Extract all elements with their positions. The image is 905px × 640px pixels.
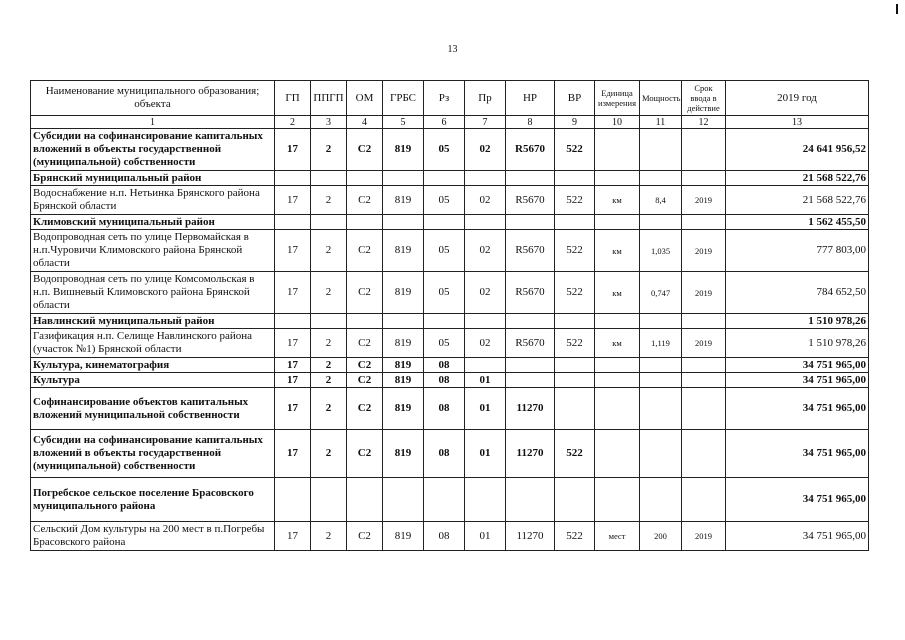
cell-vr: [555, 388, 595, 430]
cell-capacity: [640, 358, 682, 373]
header-grbs: 5: [383, 116, 424, 129]
table-row: [31, 171, 869, 186]
cell-name: Водопроводная сеть по улице Первомайская в н.п.Чуровичи Климовского района Брянской области: [31, 230, 275, 272]
header-om: ОМ: [347, 81, 383, 116]
cell-unit: [595, 129, 640, 171]
cell-grbs: 819: [383, 388, 424, 430]
cell-ppgp: [311, 314, 347, 329]
cell-ppgp: 2: [311, 373, 347, 388]
cell-vr: 522: [555, 329, 595, 358]
cell-vr: 522: [555, 129, 595, 171]
cell-name: Субсидии на софинансирование капитальных вложений в объекты государственной (муниципальной) собственности: [31, 430, 275, 478]
table-row: [31, 215, 869, 230]
cell-gp: 17: [275, 329, 311, 358]
cell-nr: [506, 314, 555, 329]
cell-gp: 17: [275, 388, 311, 430]
cell-om: С2: [347, 129, 383, 171]
cell-name: Газификация н.п. Селище Навлинского района (участок №1) Брянской области: [31, 329, 275, 358]
cell-rz: 05: [424, 129, 465, 171]
cell-pr: 01: [465, 522, 506, 551]
cell-grbs: 819: [383, 358, 424, 373]
cell-pr: [465, 478, 506, 522]
cell-amount: 1 562 455,50: [726, 215, 869, 230]
cell-grbs: 819: [383, 373, 424, 388]
cell-name: Погребское сельское поселение Брасовского муниципального района: [31, 478, 275, 522]
cell-name: Сельский Дом культуры на 200 мест в п.Погребы Брасовского района: [31, 522, 275, 551]
cell-pr: 02: [465, 230, 506, 272]
cell-amount: 34 751 965,00: [726, 358, 869, 373]
cell-capacity: [640, 478, 682, 522]
cell-om: [347, 478, 383, 522]
cell-nr: [506, 478, 555, 522]
cell-grbs: 819: [383, 272, 424, 314]
cell-term: [682, 171, 726, 186]
cell-om: С2: [347, 373, 383, 388]
cell-vr: [555, 314, 595, 329]
cell-gp: 17: [275, 522, 311, 551]
cell-rz: 08: [424, 373, 465, 388]
cell-amount: 34 751 965,00: [726, 388, 869, 430]
cell-om: С2: [347, 272, 383, 314]
cell-om: С2: [347, 329, 383, 358]
cell-amount: 21 568 522,76: [726, 171, 869, 186]
cell-unit: км: [595, 329, 640, 358]
cell-gp: 17: [275, 272, 311, 314]
cell-pr: 01: [465, 388, 506, 430]
cell-nr: [506, 373, 555, 388]
cell-amount: 1 510 978,26: [726, 314, 869, 329]
cell-pr: 02: [465, 186, 506, 215]
cell-pr: 02: [465, 272, 506, 314]
cell-vr: [555, 171, 595, 186]
cell-term: 2019: [682, 522, 726, 551]
cell-capacity: 1,035: [640, 230, 682, 272]
cell-rz: 05: [424, 329, 465, 358]
cell-om: [347, 171, 383, 186]
cell-capacity: [640, 430, 682, 478]
cell-gp: [275, 171, 311, 186]
header-vr: ВР: [555, 81, 595, 116]
cell-name: Климовский муниципальный район: [31, 215, 275, 230]
cell-rz: [424, 314, 465, 329]
cell-unit: [595, 358, 640, 373]
cell-rz: [424, 478, 465, 522]
header-name: 1: [31, 116, 275, 129]
cell-unit: [595, 388, 640, 430]
cell-pr: 01: [465, 430, 506, 478]
table-row: [31, 388, 869, 430]
cell-nr: 11270: [506, 430, 555, 478]
header-vr: 9: [555, 116, 595, 129]
cell-capacity: [640, 171, 682, 186]
cell-om: С2: [347, 388, 383, 430]
cell-term: 2019: [682, 186, 726, 215]
cell-gp: [275, 478, 311, 522]
header-nr: НР: [506, 81, 555, 116]
cell-grbs: 819: [383, 430, 424, 478]
cell-om: С2: [347, 522, 383, 551]
cell-rz: 05: [424, 186, 465, 215]
cell-ppgp: 2: [311, 230, 347, 272]
cell-grbs: 819: [383, 329, 424, 358]
cell-grbs: [383, 171, 424, 186]
table-row: [31, 522, 869, 551]
header-gp: ГП: [275, 81, 311, 116]
header-capacity: 11: [640, 116, 682, 129]
cell-grbs: 819: [383, 230, 424, 272]
cell-gp: 17: [275, 230, 311, 272]
budget-table: [30, 80, 869, 551]
cell-gp: 17: [275, 129, 311, 171]
cell-term: [682, 388, 726, 430]
cell-vr: 522: [555, 272, 595, 314]
cell-unit: км: [595, 272, 640, 314]
cell-vr: 522: [555, 230, 595, 272]
table-row: [31, 478, 869, 522]
header-name: Наименование муниципального образования; объекта: [31, 81, 275, 116]
cell-capacity: 200: [640, 522, 682, 551]
table-row: [31, 329, 869, 358]
cell-amount: 24 641 956,52: [726, 129, 869, 171]
cell-unit: [595, 215, 640, 230]
page-edge-mark: [896, 4, 898, 14]
cell-amount: 784 652,50: [726, 272, 869, 314]
cell-amount: 21 568 522,76: [726, 186, 869, 215]
cell-rz: 08: [424, 522, 465, 551]
cell-unit: [595, 478, 640, 522]
table-row: [31, 373, 869, 388]
cell-term: [682, 215, 726, 230]
cell-capacity: [640, 373, 682, 388]
cell-ppgp: 2: [311, 522, 347, 551]
cell-ppgp: 2: [311, 272, 347, 314]
table-row: [31, 358, 869, 373]
cell-name: Софинансирование объектов капитальных вложений муниципальной собственности: [31, 388, 275, 430]
cell-vr: [555, 358, 595, 373]
cell-term: [682, 478, 726, 522]
header-pr: Пр: [465, 81, 506, 116]
cell-nr: 11270: [506, 388, 555, 430]
header-pr: 7: [465, 116, 506, 129]
table-row: [31, 230, 869, 272]
cell-term: 2019: [682, 230, 726, 272]
cell-gp: [275, 215, 311, 230]
cell-unit: [595, 171, 640, 186]
cell-term: [682, 373, 726, 388]
cell-amount: 34 751 965,00: [726, 430, 869, 478]
cell-name: Водопроводная сеть по улице Комсомольская в н.п. Вишневый Климовского района Брянской области: [31, 272, 275, 314]
cell-pr: 01: [465, 373, 506, 388]
header-om: 4: [347, 116, 383, 129]
cell-capacity: [640, 388, 682, 430]
cell-om: [347, 314, 383, 329]
cell-vr: [555, 215, 595, 230]
cell-ppgp: 2: [311, 358, 347, 373]
cell-name: Культура, кинематография: [31, 358, 275, 373]
cell-om: С2: [347, 358, 383, 373]
table-header-row: [31, 81, 869, 116]
cell-name: Навлинский муниципальный район: [31, 314, 275, 329]
cell-nr: R5670: [506, 186, 555, 215]
cell-ppgp: [311, 478, 347, 522]
cell-amount: 34 751 965,00: [726, 522, 869, 551]
header-term: Срок ввода в действие: [682, 81, 726, 116]
cell-nr: [506, 215, 555, 230]
cell-term: [682, 358, 726, 373]
cell-om: [347, 215, 383, 230]
cell-nr: [506, 171, 555, 186]
cell-nr: R5670: [506, 272, 555, 314]
cell-vr: 522: [555, 430, 595, 478]
cell-rz: 08: [424, 358, 465, 373]
cell-nr: [506, 358, 555, 373]
header-unit: 10: [595, 116, 640, 129]
table-row: [31, 272, 869, 314]
cell-rz: 05: [424, 272, 465, 314]
cell-name: Субсидии на софинансирование капитальных вложений в объекты государственной (муниципальной) собственности: [31, 129, 275, 171]
cell-vr: 522: [555, 522, 595, 551]
header-grbs: ГРБС: [383, 81, 424, 116]
cell-ppgp: 2: [311, 430, 347, 478]
cell-nr: R5670: [506, 129, 555, 171]
cell-grbs: 819: [383, 522, 424, 551]
header-amount: 2019 год: [726, 81, 869, 116]
cell-gp: 17: [275, 358, 311, 373]
cell-pr: 02: [465, 129, 506, 171]
table-row: [31, 430, 869, 478]
cell-pr: 02: [465, 329, 506, 358]
cell-pr: [465, 215, 506, 230]
cell-unit: [595, 314, 640, 329]
cell-gp: [275, 314, 311, 329]
cell-grbs: [383, 215, 424, 230]
cell-om: С2: [347, 230, 383, 272]
cell-rz: 08: [424, 430, 465, 478]
header-ppgp: ППГП: [311, 81, 347, 116]
cell-rz: [424, 171, 465, 186]
cell-unit: [595, 430, 640, 478]
cell-capacity: 8,4: [640, 186, 682, 215]
header-unit: Единица измерения: [595, 81, 640, 116]
cell-capacity: [640, 129, 682, 171]
cell-ppgp: [311, 171, 347, 186]
cell-om: С2: [347, 430, 383, 478]
header-capacity: Мощность: [640, 81, 682, 116]
table-row: [31, 186, 869, 215]
cell-vr: [555, 478, 595, 522]
cell-term: [682, 430, 726, 478]
cell-name: Брянский муниципальный район: [31, 171, 275, 186]
cell-unit: км: [595, 230, 640, 272]
header-amount: 13: [726, 116, 869, 129]
cell-pr: [465, 358, 506, 373]
cell-ppgp: 2: [311, 388, 347, 430]
cell-gp: 17: [275, 373, 311, 388]
cell-grbs: [383, 314, 424, 329]
cell-vr: 522: [555, 186, 595, 215]
header-rz: 6: [424, 116, 465, 129]
cell-unit: мест: [595, 522, 640, 551]
cell-grbs: 819: [383, 129, 424, 171]
cell-ppgp: 2: [311, 186, 347, 215]
header-ppgp: 3: [311, 116, 347, 129]
header-rz: Рз: [424, 81, 465, 116]
header-gp: 2: [275, 116, 311, 129]
cell-amount: 34 751 965,00: [726, 478, 869, 522]
cell-capacity: 0,747: [640, 272, 682, 314]
cell-rz: 08: [424, 388, 465, 430]
cell-unit: км: [595, 186, 640, 215]
header-nr: 8: [506, 116, 555, 129]
header-term: 12: [682, 116, 726, 129]
cell-grbs: [383, 478, 424, 522]
cell-ppgp: [311, 215, 347, 230]
cell-gp: 17: [275, 430, 311, 478]
cell-pr: [465, 314, 506, 329]
cell-name: Культура: [31, 373, 275, 388]
cell-name: Водоснабжение н.п. Нетьинка Брянского района Брянской области: [31, 186, 275, 215]
cell-ppgp: 2: [311, 329, 347, 358]
cell-nr: R5670: [506, 329, 555, 358]
cell-amount: 34 751 965,00: [726, 373, 869, 388]
cell-gp: 17: [275, 186, 311, 215]
cell-amount: 1 510 978,26: [726, 329, 869, 358]
table-row: [31, 129, 869, 171]
cell-capacity: [640, 314, 682, 329]
cell-pr: [465, 171, 506, 186]
cell-grbs: 819: [383, 186, 424, 215]
cell-term: [682, 314, 726, 329]
cell-term: 2019: [682, 272, 726, 314]
cell-ppgp: 2: [311, 129, 347, 171]
cell-rz: [424, 215, 465, 230]
cell-capacity: 1,119: [640, 329, 682, 358]
column-number-row: [31, 116, 869, 129]
cell-capacity: [640, 215, 682, 230]
cell-term: [682, 129, 726, 171]
cell-rz: 05: [424, 230, 465, 272]
cell-vr: [555, 373, 595, 388]
page-number: 13: [447, 44, 458, 55]
cell-nr: 11270: [506, 522, 555, 551]
cell-unit: [595, 373, 640, 388]
cell-om: С2: [347, 186, 383, 215]
cell-nr: R5670: [506, 230, 555, 272]
cell-amount: 777 803,00: [726, 230, 869, 272]
cell-term: 2019: [682, 329, 726, 358]
table-row: [31, 314, 869, 329]
